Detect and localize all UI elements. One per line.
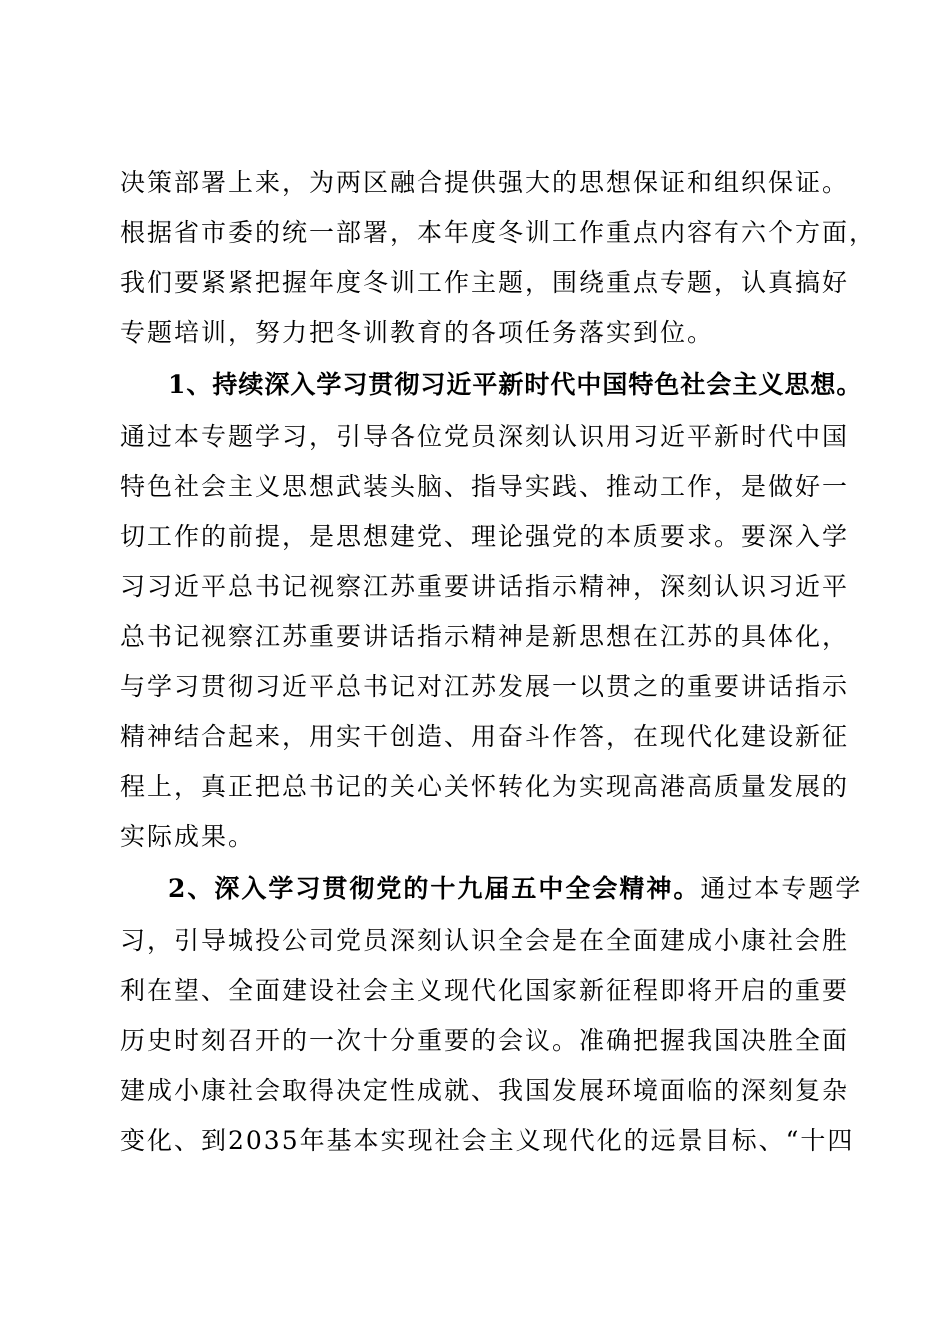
- paragraph-line: 精神结合起来，用实干创造、用奋斗作答，在现代化建设新征: [120, 722, 850, 751]
- paragraph-line: 程上，真正把总书记的关心关怀转化为实现高港高质量发展的: [120, 772, 850, 801]
- section-heading-2: [168, 874, 863, 904]
- paragraph-line: 决策部署上来，为两区融合提供强大的思想保证和组织保证。: [120, 168, 850, 197]
- paragraph-line: 变化、到2035年基本实现社会主义现代化的远景目标、“十四: [120, 1126, 855, 1155]
- paragraph-line: 根据省市委的统一部署，本年度冬训工作重点内容有六个方面，: [120, 218, 877, 247]
- paragraph-line: 特色社会主义思想武装头脑、指导实践、推动工作，是做好一: [120, 472, 850, 501]
- section-heading-2-title: 2、深入学习贯彻党的十九届五中全会精神。: [168, 874, 701, 903]
- section-heading-2-text: 通过本专题学: [700, 874, 863, 903]
- paragraph-line: 与学习贯彻习近平总书记对江苏发展一以贯之的重要讲话指示: [120, 672, 850, 701]
- paragraph-line: 历史时刻召开的一次十分重要的会议。准确把握我国决胜全面: [120, 1026, 850, 1055]
- paragraph-line: 我们要紧紧把握年度冬训工作主题，围绕重点专题，认真搞好: [120, 268, 850, 297]
- paragraph-line: 习，引导城投公司党员深刻认识全会是在全面建成小康社会胜: [120, 926, 850, 955]
- paragraph-line: 习习近平总书记视察江苏重要讲话指示精神，深刻认识习近平: [120, 572, 850, 601]
- paragraph-line: 实际成果。: [120, 822, 256, 851]
- paragraph-line: 切工作的前提，是思想建党、理论强党的本质要求。要深入学: [120, 522, 850, 551]
- paragraph-line: 专题培训，努力把冬训教育的各项任务落实到位。: [120, 318, 715, 347]
- section-heading-1: 1、持续深入学习贯彻习近平新时代中国特色社会主义思想。: [168, 370, 863, 399]
- paragraph-line: 通过本专题学习，引导各位党员深刻认识用习近平新时代中国: [120, 422, 850, 451]
- paragraph-line: 利在望、全面建设社会主义现代化国家新征程即将开启的重要: [120, 976, 850, 1005]
- paragraph-line: 建成小康社会取得决定性成就、我国发展环境面临的深刻复杂: [120, 1076, 850, 1105]
- paragraph-line: 总书记视察江苏重要讲话指示精神是新思想在江苏的具体化，: [120, 622, 850, 651]
